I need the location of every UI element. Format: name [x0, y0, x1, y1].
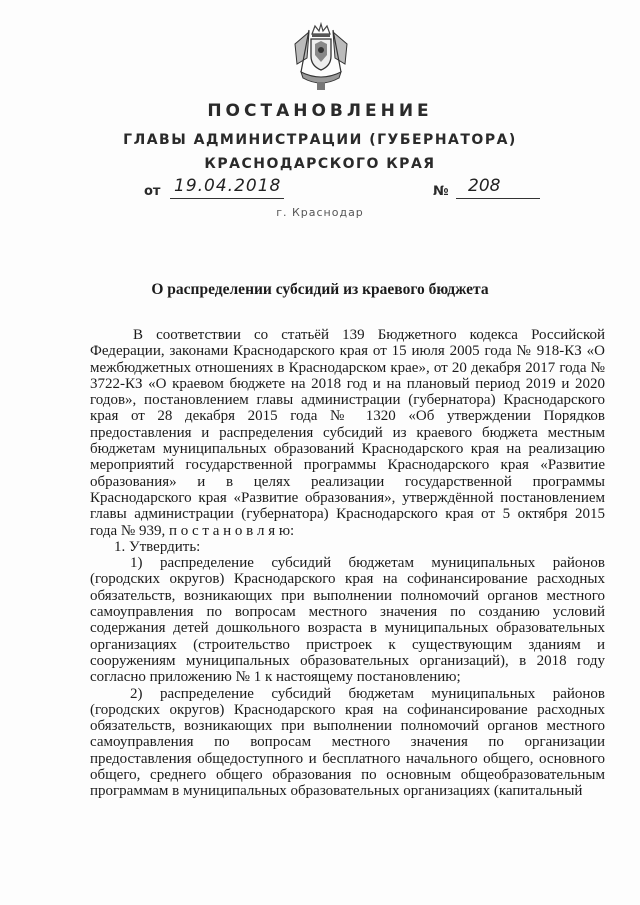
preamble-paragraph: В соответствии со статьёй 139 Бюджетного кодекса Российской Федерации, законами Краснодарского края от 15 июля 2005 года № 918-КЗ «О межбюджетных отношениях в Краснодарском крае», от 20 декабря 2017 года № 3722-КЗ «О краевом бюджете на 2018 год и на плановый период 2019 и 2020 годов», постановлением главы администрации (губернатора) Краснодарского края от 28 декабря 2015 года № 1320 «Об утверждении Порядков предоставления и распределения субсидий из краевого бюджета местным бюджетам муниципальных образований Краснодарского края на реализацию мероприятий государственной программы Краснодарского края «Развитие образования» и в целях реализации государственной программы Краснодарского края «Развитие образования», утверждённой постановлением главы администрации (губернатора) Краснодарского края от 5 октября 2015 года № 939, п о с т а н о в л я ю:	[90, 327, 605, 539]
document-body	[90, 327, 605, 800]
document-subject: О распределении субсидий из краевого бюджета	[151, 281, 489, 298]
issuer-line: ГЛАВЫ АДМИНИСТРАЦИИ (ГУБЕРНАТОРА)	[123, 132, 517, 148]
date-value: 19.04.2018	[170, 176, 284, 199]
resolution-item-2: 2) распределение субсидий бюджетам муниципальных районов (городских округов) Краснодарского края на софинансирование расходных обязательств, возникающих при выполнении полномочий органов местного самоуправления по вопросам местного значения по организации предоставления общедоступного и бесплатного начального общего, основного общего, среднего общего образования по основным общеобразовательным программам в муниципальных образовательных организациях (капитальный	[90, 685, 605, 800]
resolution-item-1: 1) распределение субсидий бюджетам муниципальных районов (городских округов) Краснодарского края на софинансирование расходных обязательств, возникающих при выполнении полномочий органов местного самоуправления по вопросам местного значения по созданию условий содержания детей дошкольного возраста в муниципальных образовательных организациях (строительство пристроек к существующим зданиям и сооружениям муниципальных образовательных организаций), в 2018 году согласно приложению № 1 к настоящему постановлению;	[90, 555, 605, 686]
date-label: от	[144, 184, 161, 199]
resolution-heading: 1. Утвердить:	[114, 538, 201, 555]
number-label: №	[433, 184, 449, 199]
document-type-title: ПОСТАНОВЛЕНИЕ	[207, 101, 433, 121]
coat-of-arms-emblem	[291, 22, 351, 92]
city-label: г. Краснодар	[276, 206, 364, 219]
region-line: КРАСНОДАРСКОГО КРАЯ	[204, 156, 436, 172]
number-value: 208	[456, 176, 540, 199]
